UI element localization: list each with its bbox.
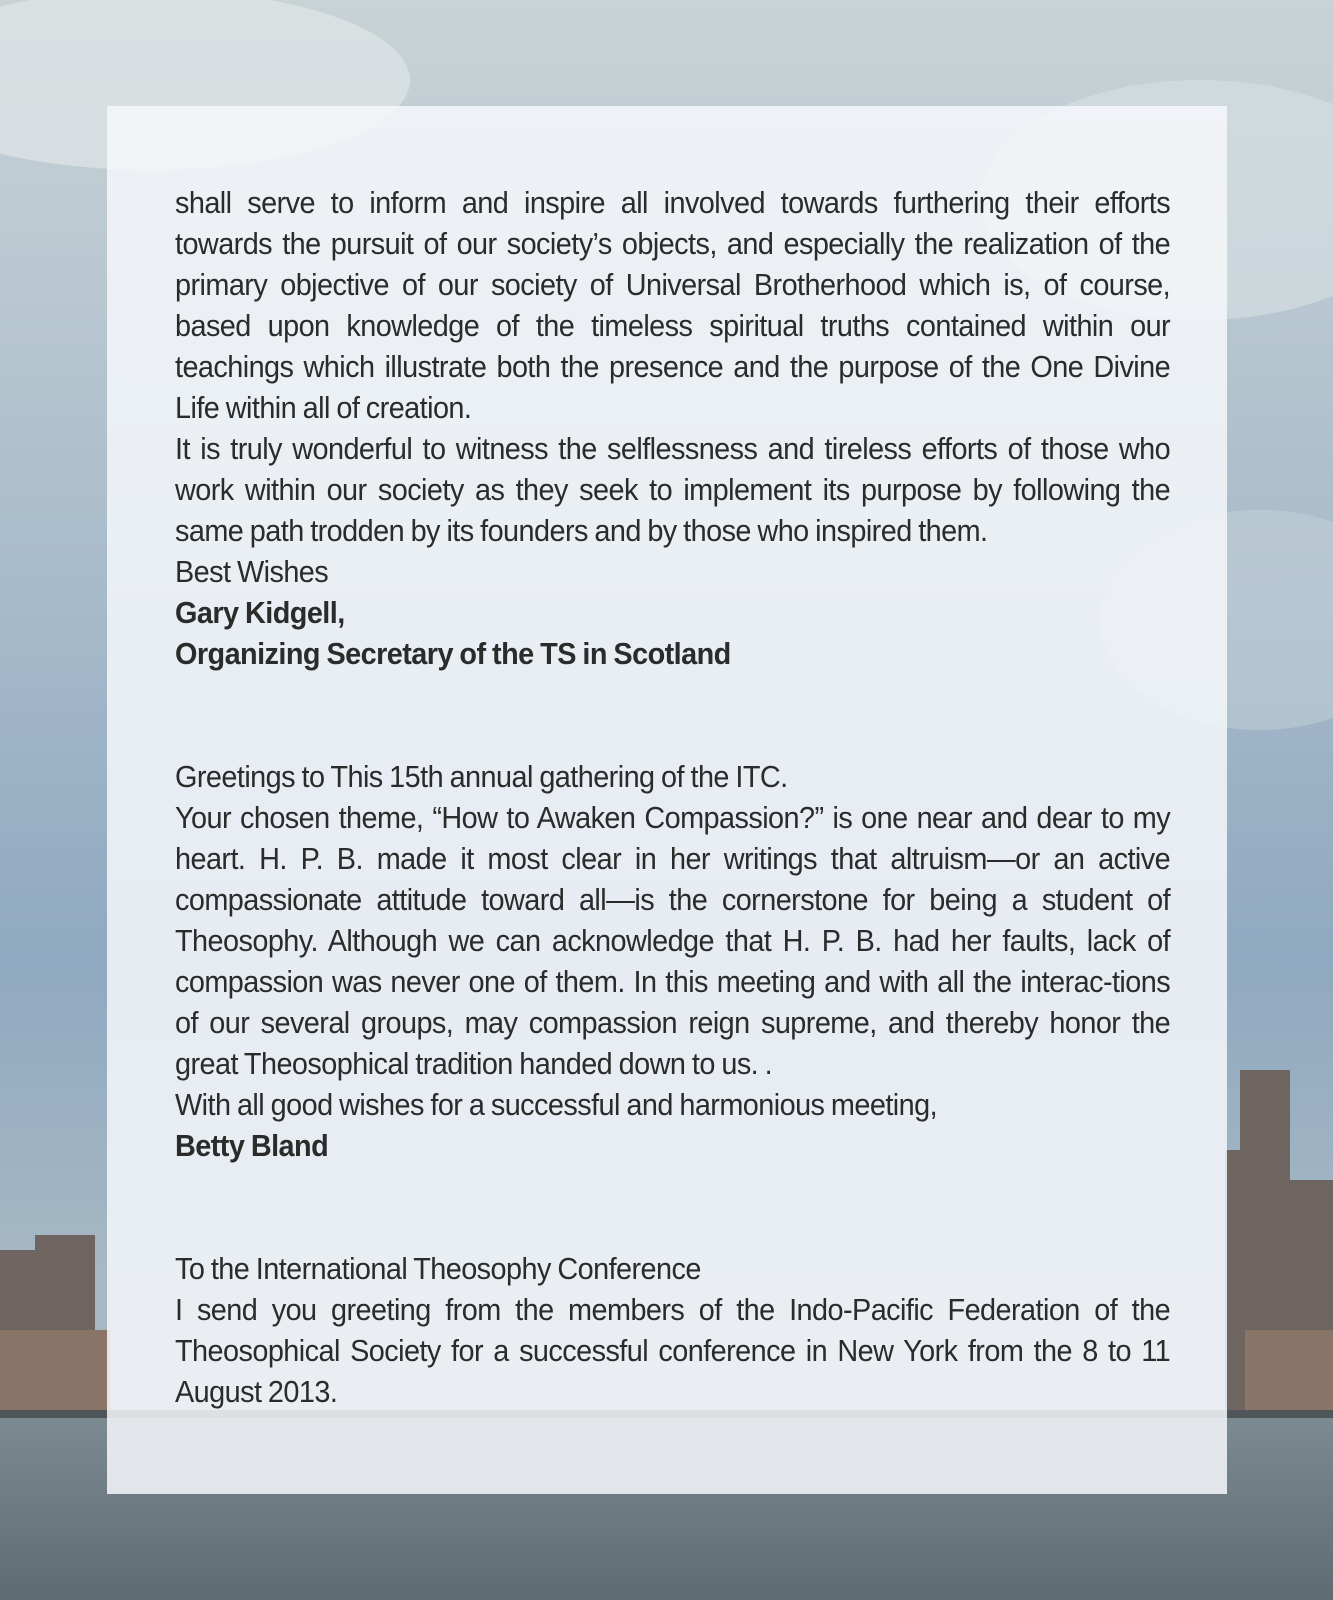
letter3-salutation: To the International Theosophy Conference: [175, 1251, 701, 1286]
letter1-paragraph-2: It is truly wonderful to witness the selflessness and tireless efforts of those who work within our society as they seek to implement its purpose by following the same path trodden by its founders and by those who inspired them.: [175, 431, 1171, 548]
letter1-paragraph-1: shall serve to inform and inspire all involved towards furthering their efforts towards the pursuit of our society’s objects, and especially the realization of the primary objective of our society of Universal Brotherhood which is, of course, based upon knowledge of the timeless spiritual truths contained within our teachings which illustrate both the presence and the purpose of the One Divine Life within all of creation.: [175, 185, 1171, 425]
spacer: [175, 1166, 1170, 1248]
letter3-body: I send you greeting from the members of the Indo-Pacific Federation of the Theosophical Society for a successful conference in New York from the 8 to 11 August 2013.: [175, 1292, 1171, 1409]
letter1-closing: Best Wishes: [175, 554, 329, 589]
spacer: [175, 674, 1170, 756]
letter2-body: Your chosen theme, “How to Awaken Compassion?” is one near and dear to my heart. H. P. B. made it most clear in her writings that altruism—or an active compassionate attitude toward all—is the cornerstone for being a student of Theosophy. Although we can acknowledge that H. P. B. had her faults, lack of compassion was never one of them. In this meeting and with all the interac-tions of our several groups, may compassion reign supreme, and thereby honor the great Theosophical tradition handed down to us. .: [175, 800, 1171, 1081]
letter1-signature: Gary Kidgell,: [175, 595, 345, 630]
letter2-signature: Betty Bland: [175, 1128, 329, 1163]
letters-body: [175, 182, 1170, 1412]
letter2-closing: With all good wishes for a successful and harmonious meeting,: [175, 1087, 938, 1122]
letter2-greeting: Greetings to This 15th annual gathering of the ITC.: [175, 759, 788, 794]
letter1-signature-title: Organizing Secretary of the TS in Scotland: [175, 636, 731, 671]
